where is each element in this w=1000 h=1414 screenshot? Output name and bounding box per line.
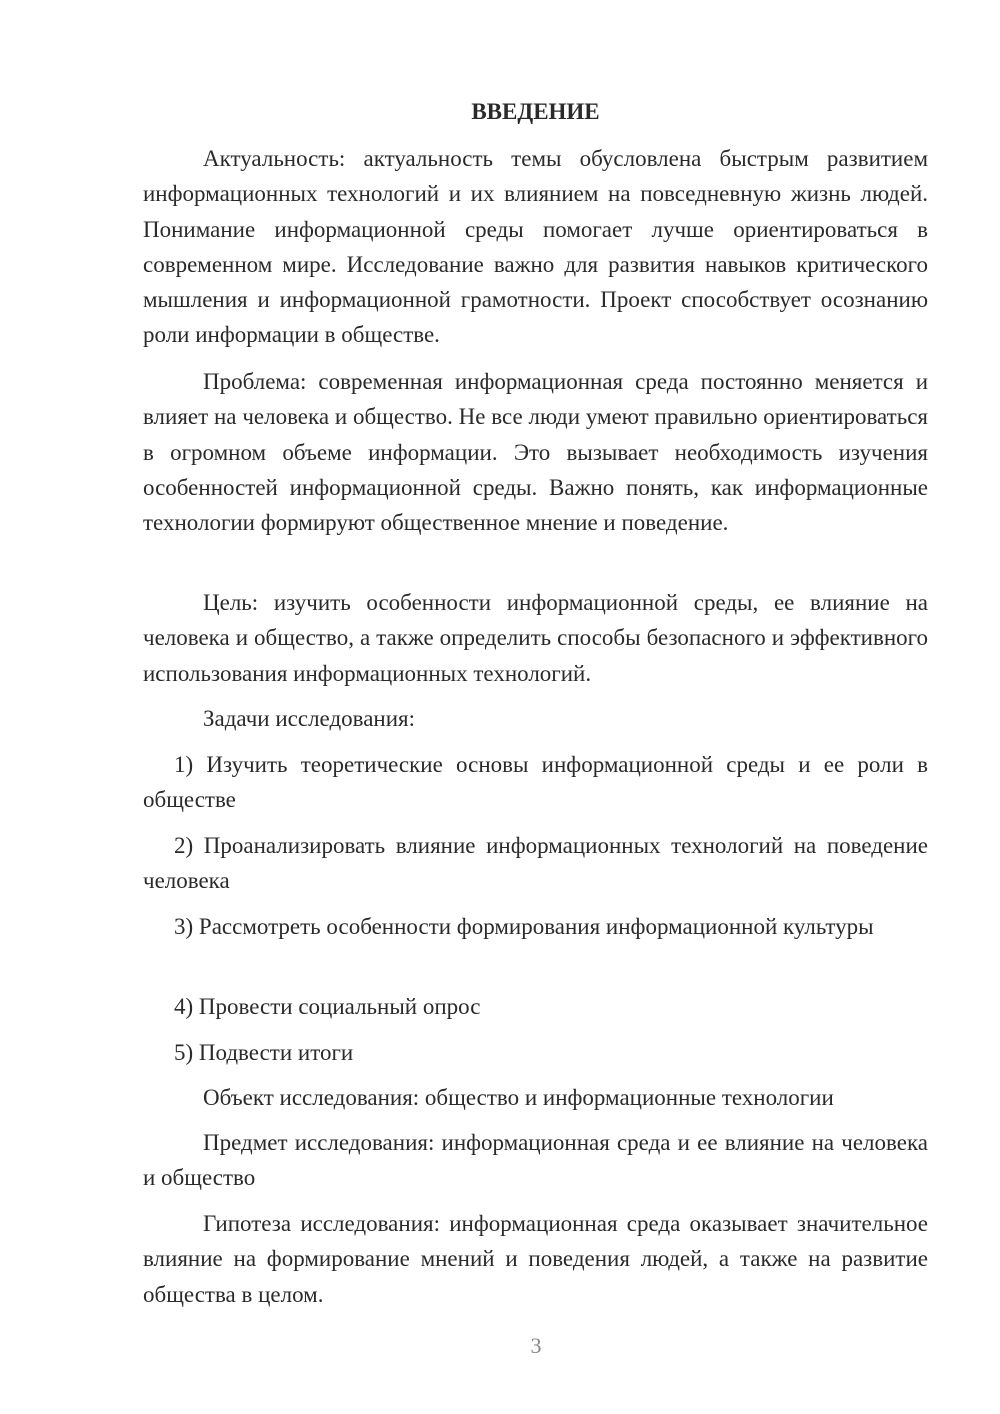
paragraph-relevance: Актуальность: актуальность темы обусловлена быстрым развитием информационных технологий и их влиянием на повседневную жизнь людей. Понимание информационной среды помогает лучше ориентироваться в современном мире. Исследование важно для развития навыков критического мышления и информационной грамотности. Проект способствует осознанию роли информации в обществе. [143, 146, 928, 348]
paragraph-subject: Предмет исследования: информационная среда и ее влияние на человека и общество [143, 1130, 928, 1191]
paragraph-problem: Проблема: современная информационная среда постоянно меняется и влияет на человека и общество. Не все люди умеют правильно ориентироваться в огромном объеме информации. Это вызывает необходимость изучения особенностей информационной среды. Важно понять, как информационные технологии формируют общественное мнение и поведение. [143, 369, 928, 536]
paragraph-hypothesis: Гипотеза исследования: информационная среда оказывает значительное влияние на формирование мнений и поведения людей, а также на развитие общества в целом. [143, 1211, 928, 1307]
list-item-task-2: 2) Проанализировать влияние информационных технологий на поведение человека [143, 833, 928, 894]
page-title: ВВЕДЕНИЕ [471, 99, 600, 124]
tasks-heading: Задачи исследования: [203, 706, 416, 731]
list-item-task-4: 4) Провести социальный опрос [174, 994, 481, 1019]
paragraph-object: Объект исследования: общество и информационные технологии [203, 1085, 834, 1110]
list-item-task-3: 3) Рассмотреть особенности формирования информационной культуры [174, 914, 874, 939]
page-number: 3 [530, 1333, 542, 1358]
list-item-task-1: 1) Изучить теоретические основы информационной среды и ее роли в обществе [143, 752, 928, 813]
paragraph-goal: Цель: изучить особенности информационной среды, ее влияние на человека и общество, а также определить способы безопасного и эффективного использования информационных технологий. [143, 590, 928, 686]
list-item-task-5: 5) Подвести итоги [174, 1040, 354, 1065]
